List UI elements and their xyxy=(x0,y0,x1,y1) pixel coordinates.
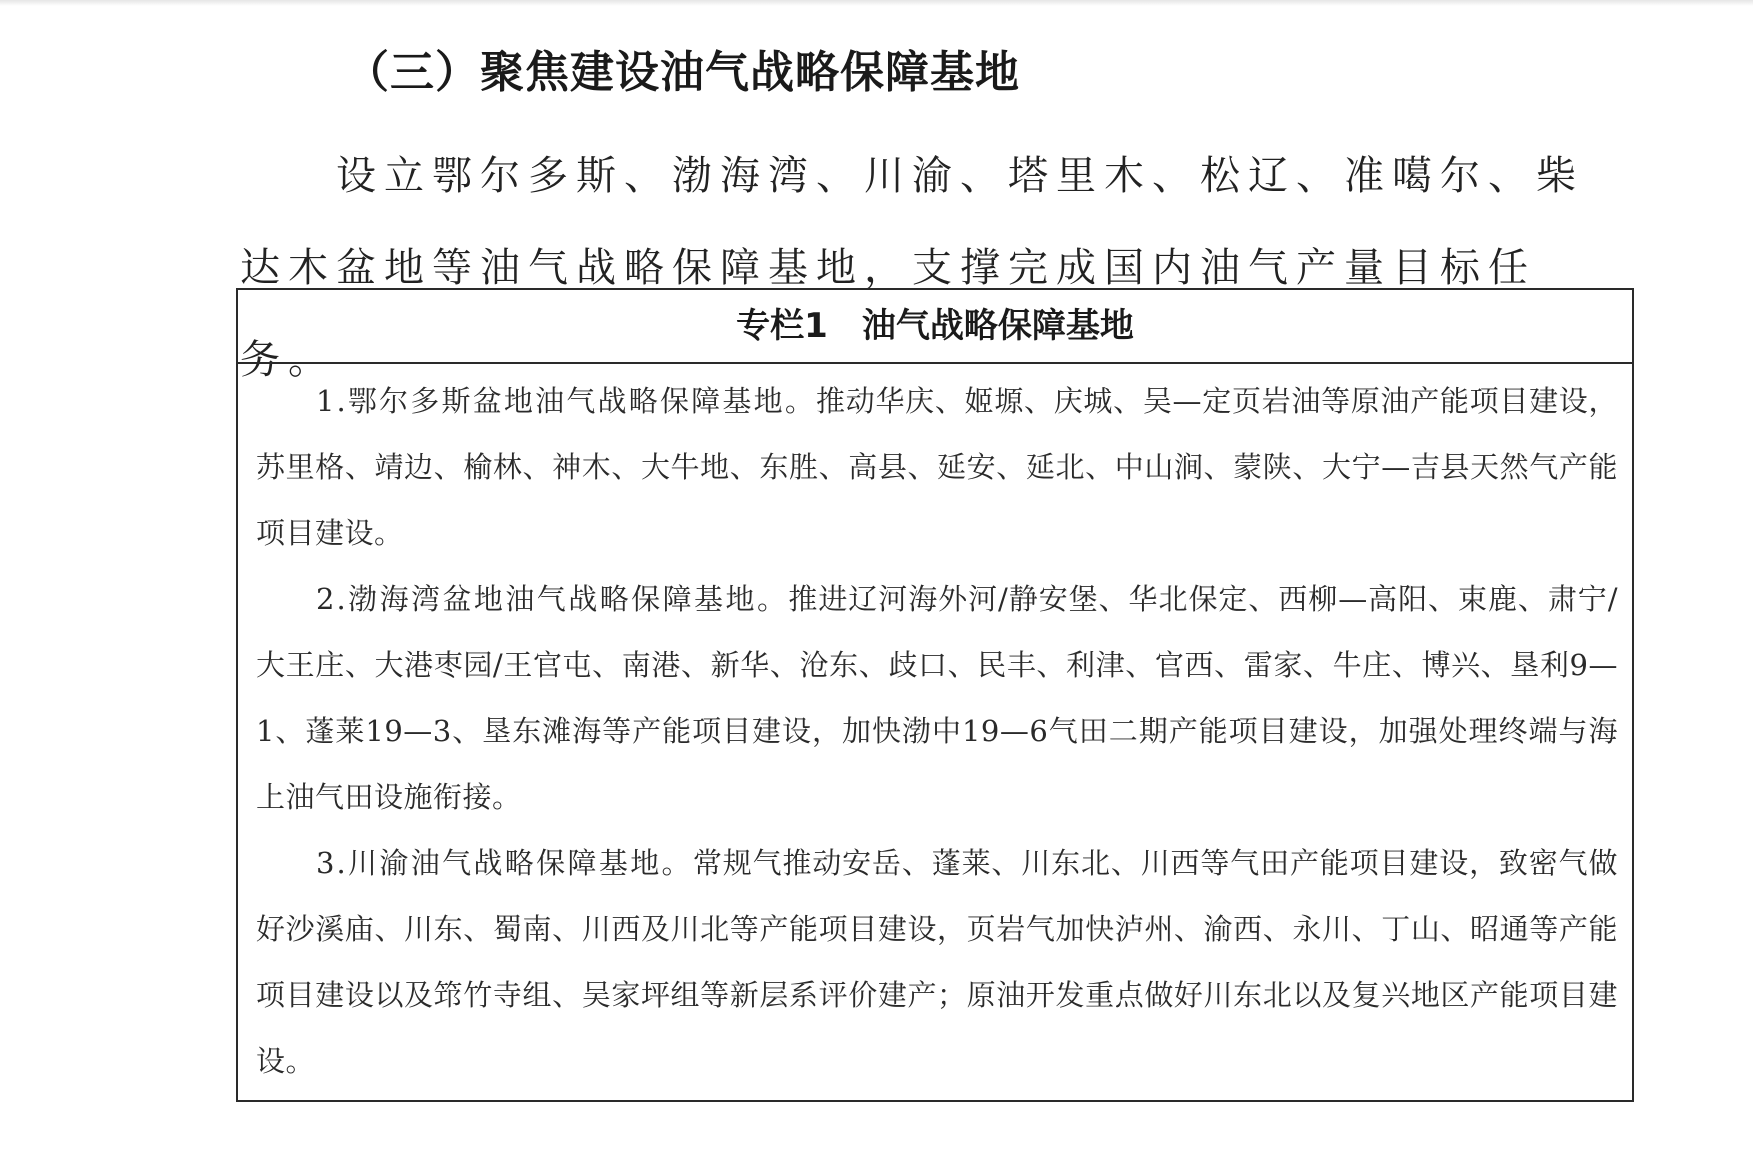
box-item-text: 推进辽河海外河/静安堡、华北保定、西柳—高阳、束鹿、肃宁/大王庄、大港枣园/王官屯、南港、新华、沧东、歧口、民丰、利津、官西、雷家、牛庄、博兴、垦利9—1、蓬莱19—3、垦东滩海等产能项目建设，加快渤中19—6气田二期产能项目建设，加强处理终端与海上油气田设施衔接。 xyxy=(256,582,1619,814)
box-title: 专栏1 油气战略保障基地 xyxy=(238,290,1632,364)
box-body xyxy=(238,364,1632,1094)
box-item-lead: 2.渤海湾盆地油气战略保障基地。 xyxy=(316,582,789,616)
section-heading: （三）聚焦建设油气战略保障基地 xyxy=(345,47,1020,98)
box-item-lead: 1.鄂尔多斯盆地油气战略保障基地。 xyxy=(316,384,817,418)
box-item-lead: 3.川渝油气战略保障基地。 xyxy=(316,846,693,880)
box-item-2 xyxy=(256,566,1618,830)
intro-paragraph: 设立鄂尔多斯、渤海湾、川渝、塔里木、松辽、准噶尔、柴达木盆地等油气战略保障基地，支撑完成国内油气产量目标任务。 xyxy=(240,153,1584,383)
sidebar-box xyxy=(236,288,1634,1102)
box-item-text: 常规气推动安岳、蓬莱、川东北、川西等气田产能项目建设，致密气做好沙溪庙、川东、蜀南、川西及川北等产能项目建设，页岩气加快泸州、渝西、永川、丁山、昭通等产能项目建设以及筇竹寺组、吴家坪组等新层系评价建产；原油开发重点做好川东北以及复兴地区产能项目建设。 xyxy=(256,846,1618,1078)
box-item-1 xyxy=(256,368,1618,566)
top-edge-shadow xyxy=(0,0,1753,6)
box-item-3 xyxy=(256,830,1618,1094)
box-item-text: 推动华庆、姬塬、庆城、吴—定页岩油等原油产能项目建设，苏里格、靖边、榆林、神木、大牛地、东胜、高县、延安、延北、中山涧、蒙陕、大宁—吉县天然气产能项目建设。 xyxy=(256,384,1618,550)
